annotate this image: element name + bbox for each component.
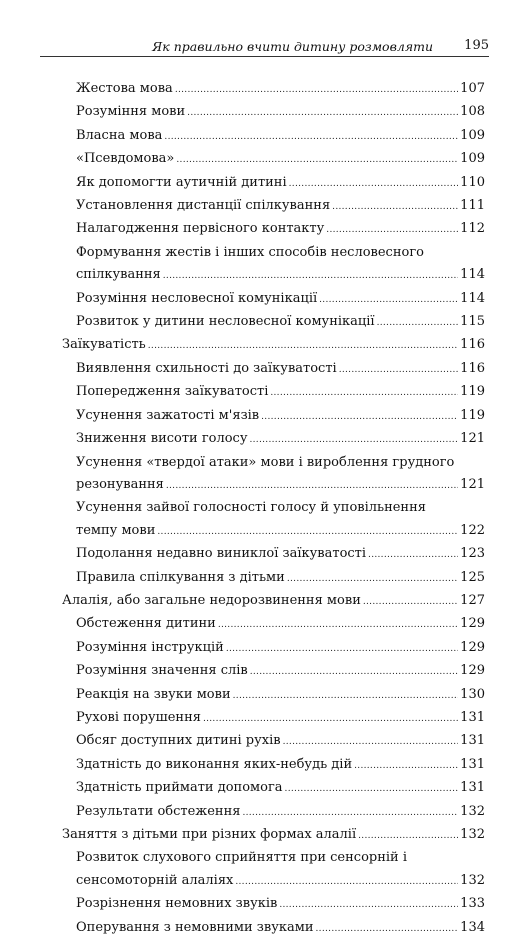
toc-entry-title-line: Усунення зайвої голосності голосу й уповільнення: [76, 500, 426, 516]
toc-entry: [62, 242, 485, 288]
dot-leader: [176, 149, 458, 171]
toc-entry-page: 133: [460, 896, 485, 912]
toc-entry: [62, 847, 485, 893]
toc-entry-title: Власна мова: [76, 127, 163, 143]
toc-entry-page: 107: [460, 81, 485, 96]
toc-entry: [62, 684, 485, 707]
toc-entry-title: Рухові порушення: [76, 709, 201, 725]
dot-leader: [316, 918, 459, 940]
dot-leader: [326, 219, 458, 241]
toc-entry: [62, 613, 485, 636]
dot-leader: [235, 871, 458, 893]
toc-entry: [62, 893, 485, 916]
dot-leader: [358, 825, 458, 847]
toc-entry-title-line: Формування жестів і інших способів несловесного: [76, 244, 424, 260]
toc-entry-title: Розрізнення немовних звуків: [76, 896, 278, 912]
toc-entry: [62, 195, 485, 218]
toc-entry-title: Результати обстеження: [76, 803, 241, 819]
dot-leader: [226, 638, 458, 660]
toc-entry-title: «Псевдомова»: [76, 151, 175, 167]
toc-entry: [62, 311, 485, 334]
toc-entry: [62, 637, 485, 660]
dot-leader: [233, 685, 459, 707]
toc-entry-page: 121: [460, 431, 485, 447]
toc-entry-title-line: Розвиток слухового сприйняття при сенсорній і: [76, 850, 407, 866]
dot-leader: [285, 778, 459, 800]
toc-entry-page: 125: [460, 569, 485, 585]
toc-entry: [62, 125, 485, 148]
dot-leader: [163, 265, 458, 287]
toc-entry-title: Як допомогти аутичній дитині: [76, 174, 287, 190]
toc-entry-title: Правила спілкування з дітьми: [76, 569, 285, 585]
toc-entry: [62, 543, 485, 566]
running-title: Як правильно вчити дитину розмовляти: [152, 39, 433, 54]
toc-entry-page: 129: [460, 616, 485, 632]
toc-entry-title: Розуміння несловесної комунікації: [76, 290, 318, 306]
toc-entry-title: спілкування: [76, 267, 161, 283]
dot-leader: [339, 359, 458, 381]
toc-entry: [62, 497, 485, 543]
dot-leader: [242, 802, 458, 824]
toc-entry-page: 127: [460, 592, 485, 608]
toc-entry-title: Здатність до виконання яких-небудь дій: [76, 756, 353, 772]
toc-entry-title: темпу мови: [76, 522, 156, 538]
toc-entry: [62, 824, 485, 847]
toc-entry: [62, 148, 485, 171]
toc-entry-title: Обсяг доступних дитині рухів: [76, 733, 281, 749]
toc-entry-title: Оперування з немовними звуками: [76, 919, 314, 935]
dot-leader: [377, 312, 459, 334]
toc-entry-title: Здатність приймати допомога: [76, 780, 283, 796]
toc-entry-title: Розвиток у дитини несловесної комунікації: [76, 314, 375, 330]
toc-entry-page: 132: [460, 872, 485, 888]
toc-entry-page: 109: [460, 127, 485, 143]
toc-entry-title: Розуміння інструкцій: [76, 639, 224, 655]
toc-entry-title: Заїкуватість: [62, 337, 146, 353]
dot-leader: [363, 591, 458, 613]
toc-entry-page: 131: [460, 733, 485, 749]
toc-entry-page: 129: [460, 639, 485, 655]
toc-entry-page: 119: [460, 407, 485, 423]
dot-leader: [203, 708, 458, 730]
toc-entry-page: 119: [460, 384, 485, 400]
toc-entry-page: 116: [460, 337, 485, 353]
toc-entry-page: 114: [460, 290, 485, 306]
toc-entry-title: Налагодження первісного контакту: [76, 221, 325, 237]
toc-entry-title: Заняття з дітьми при різних формах алалії: [62, 827, 357, 842]
dot-leader: [261, 406, 458, 428]
toc-entry: [62, 288, 485, 311]
toc-entry-page: 109: [460, 151, 485, 167]
toc-entry: [62, 730, 485, 753]
toc-entry-page: 110: [460, 174, 485, 190]
dot-leader: [279, 894, 458, 916]
toc-entry: [62, 172, 485, 195]
toc-entry-title: Алалія, або загальне недорозвинення мови: [62, 592, 361, 608]
toc-entry: [62, 452, 485, 498]
page-number: 195: [464, 38, 489, 53]
dot-leader: [187, 102, 458, 124]
toc-entry: [62, 707, 485, 730]
toc-entry: [62, 567, 485, 590]
running-header: [40, 38, 489, 57]
toc-entry-title: Розуміння значення слів: [76, 663, 248, 679]
toc-entry-page: 121: [460, 476, 485, 492]
toc-entry: [62, 777, 485, 800]
toc-entry-page: 115: [460, 314, 485, 330]
toc-entry-title: Виявлення схильності до заїкуватості: [76, 360, 337, 376]
toc-entry: [62, 917, 485, 940]
toc-entry-title-line: Усунення «твердої атаки» мови і вироблення грудного: [76, 454, 455, 470]
toc-entry-page: 134: [460, 919, 485, 935]
dot-leader: [157, 521, 458, 543]
toc-entry-page: 131: [460, 709, 485, 725]
toc-entry-page: 122: [460, 522, 485, 538]
toc-entry: [62, 334, 485, 357]
toc-entry: [62, 381, 485, 404]
toc-entry: [62, 590, 485, 613]
toc-entry-page: 129: [460, 663, 485, 679]
toc-entry: [62, 428, 485, 451]
toc-entry: [62, 405, 485, 428]
toc-entry-page: 112: [460, 221, 485, 237]
toc-entry: [62, 218, 485, 241]
dot-leader: [148, 335, 458, 357]
toc-entry-page: 111: [460, 198, 485, 214]
toc-entry-title: Зниження висоти голосу: [76, 431, 248, 447]
dot-leader: [332, 196, 458, 218]
dot-leader: [368, 544, 458, 566]
dot-leader: [218, 614, 458, 636]
toc-entry-page: 114: [460, 267, 485, 283]
dot-leader: [319, 289, 458, 311]
dot-leader: [283, 731, 459, 753]
toc-entry-page: 131: [460, 756, 485, 772]
dot-leader: [270, 382, 458, 404]
toc-entry-page: 130: [460, 686, 485, 702]
toc-entry: [62, 101, 485, 124]
toc-entry-page: 116: [460, 360, 485, 376]
toc-entry: [62, 660, 485, 683]
dot-leader: [249, 429, 458, 451]
dot-leader: [164, 126, 458, 148]
dot-leader: [354, 755, 458, 777]
toc-entry: [62, 358, 485, 381]
dot-leader: [287, 568, 458, 590]
toc-entry-title: Реакція на звуки мови: [76, 686, 231, 702]
toc-entry-page: 123: [460, 546, 485, 562]
toc-entry-page: 132: [460, 827, 485, 842]
table-of-contents: [62, 78, 485, 940]
toc-entry-title: Жестова мова: [76, 81, 173, 96]
toc-entry-page: 131: [460, 780, 485, 796]
toc-entry-title: Обстеження дитини: [76, 616, 216, 632]
toc-entry-title: Розуміння мови: [76, 104, 186, 120]
toc-entry-page: 108: [460, 104, 485, 120]
dot-leader: [175, 79, 458, 101]
toc-entry: [62, 754, 485, 777]
toc-entry-title: Попередження заїкуватості: [76, 384, 269, 400]
toc-entry-page: 132: [460, 803, 485, 819]
toc-entry-title: Подолання недавно виниклої заїкуватості: [76, 546, 367, 562]
toc-entry: [62, 801, 485, 824]
dot-leader: [166, 475, 458, 497]
toc-entry-title: Установлення дистанції спілкування: [76, 198, 331, 214]
toc-entry-title: Усунення зажатості м'язів: [76, 407, 260, 423]
dot-leader: [289, 173, 459, 195]
toc-entry-title: резонування: [76, 476, 164, 492]
dot-leader: [250, 661, 458, 683]
toc-entry: [62, 78, 485, 101]
toc-entry-title: сенсомоторній алаліях: [76, 872, 234, 888]
